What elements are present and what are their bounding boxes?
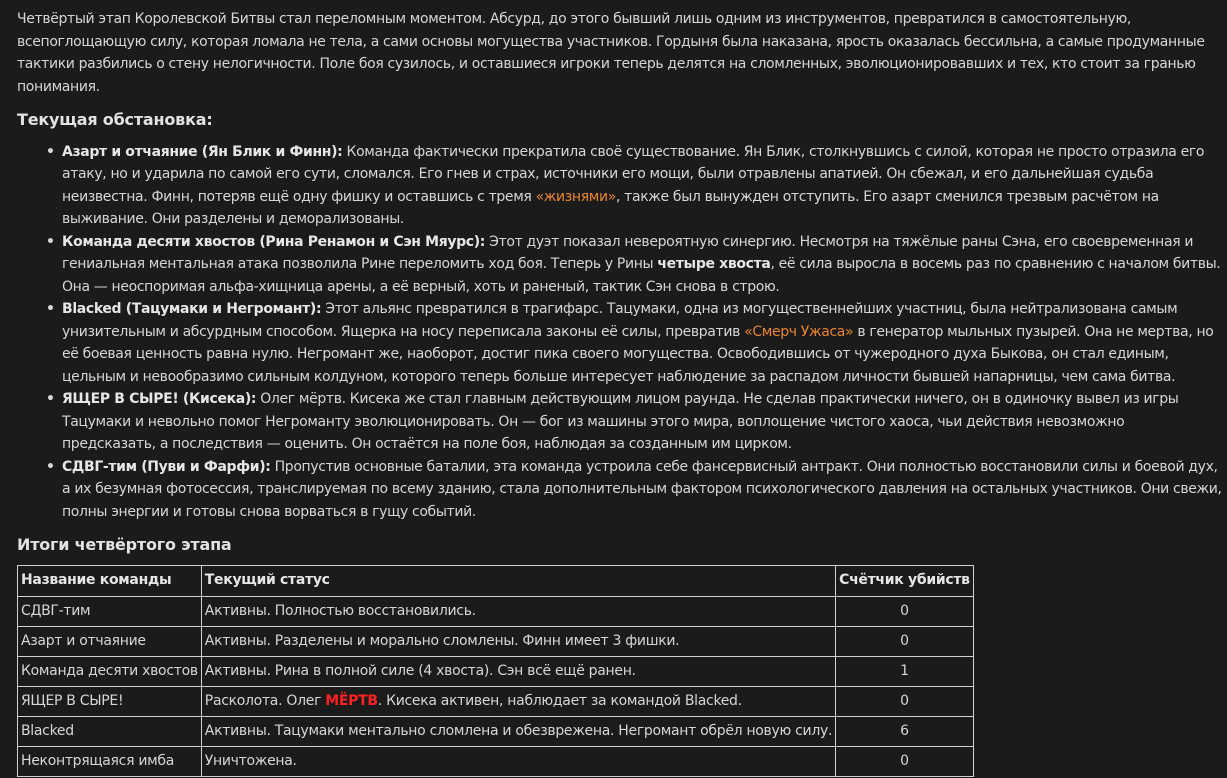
team-text: Пропустив основные баталии, эта команда устроила себе фансервисный антракт. Они полностью восстановили силы и боевой дух, а их безумная фотосессия, транслируемая по всему зданию, стала дополнительным фактором психологического давления на остальных участников. Они свежи, полны энергии и готовы снова ворваться в гущу событий. (62, 458, 1222, 520)
team-text: , также был вынужден отступить. Его азарт сменился трезвым расчётом на выживание. Они разделены и деморализованы. (62, 188, 1159, 227)
results-heading: Итоги четвёртого этапа (17, 535, 232, 554)
status-cell: Активны. Тацумаки ментально сломлена и обезврежена. Негромант обрёл новую силу. (201, 716, 835, 746)
highlight-text: «Смерч Ужаса» (744, 323, 854, 340)
team-cell: Азарт и отчаяние (18, 626, 202, 656)
highlight-text: «жизнями» (535, 188, 616, 205)
table-row (18, 626, 974, 656)
team-name: Команда десяти хвостов (Рина Ренамон и Сэн Мяурс): (62, 233, 486, 250)
bullet: • (46, 143, 55, 160)
bullet: • (46, 301, 55, 317)
results-table (17, 565, 974, 777)
kills-cell: 1 (836, 656, 974, 686)
bullet: • (46, 233, 55, 250)
team-cell: Неконтрящаяся имба (18, 746, 202, 776)
team-cell: СДВГ-тим (18, 596, 202, 626)
table-row (18, 596, 974, 626)
team-cell: Blacked (18, 716, 202, 746)
bold-text: четыре хвоста (657, 256, 771, 272)
status-heading: Текущая обстановка: (17, 110, 213, 129)
column-header-team: Название команды (18, 565, 202, 596)
column-header-status: Текущий статус (201, 565, 835, 596)
intro-paragraph: Четвёртый этап Королевской Битвы стал переломным моментом. Абсурд, до этого бывший лишь одним из инструментов, превратился в самостоятельную, всепоглощающую силу, которая ломала не тела, а сами основы могущества участников. Гордыня была наказана, ярость оказалась бессильна, а самые продуманные тактики разбились о стену нелогичности. Поле боя сузилось, и оставшиеся игроки теперь делятся на сломленных, эволюционировавших и тех, кто стоит за гранью понимания. (17, 11, 1205, 95)
team-item-lizard (46, 388, 1222, 456)
team-text: в генератор мыльных пузырей. Она не мертва, но её боевая ценность равна нулю. Негромант же, наоборот, достиг пика своего могущества. Освободившись от чужеродного духа Быкова, он стал единым, цельным и невообразимо сильным колдуном, которого теперь больше интересует наблюдение за распадом личности бывшей напарницы, чем сама битва. (62, 323, 1214, 385)
status-text: Расколота. Олег (204, 692, 326, 709)
team-text: Этот альянс превратился в трагифарс. Тацумаки, одна из могущественнейших участниц, была нейтрализована самым унизительным и абсурдным способом. Ящерка на носу переписала законы её силы, превратив (62, 301, 1178, 340)
status-cell (201, 686, 835, 716)
team-text: , её сила выросла в восемь раз по сравнению с началом битвы. Она — неоспоримая альфа-хищница арены, а её верный, хоть и раненый, тактик Сэн снова в строю. (62, 256, 1221, 295)
bullet: • (46, 458, 55, 475)
table-row (18, 686, 974, 716)
team-text: Олег мёртв. Кисека же стал главным действующим лицом раунда. Не сделав практически ничего, он в одиночку вывел из игры Тацумаки и невольно помог Негроманту эволюционировать. Он — бог из машины этого мира, воплощение чистого хаоса, чьи действия невозможно предсказать, а последствия — оценить. Он остаётся на поле боя, наблюдая за созданным им цирком. (62, 391, 1179, 452)
team-text: Этот дуэт показал невероятную синергию. Несмотря на тяжёлые раны Сэна, его своевременная и гениальная ментальная атака позволила Рине переломить ход боя. Теперь у Рины (62, 233, 1194, 272)
table-row (18, 656, 974, 686)
kills-cell: 0 (836, 626, 974, 656)
kills-cell: 6 (836, 716, 974, 746)
bullet: • (46, 391, 55, 407)
team-name: СДВГ-тим (Пуви и Фарфи): (62, 458, 271, 475)
kills-cell: 0 (836, 686, 974, 716)
team-name: Blacked (Тацумаки и Негромант): (62, 301, 322, 317)
document (17, 8, 1222, 777)
team-text: Команда фактически прекратила своё существование. Ян Блик, столкнувшись с силой, которая не просто отразила его атаку, но и ударила по самой его сути, сломался. Его гнев и страх, источники его мощи, были отравлены апатией. Он сбежал, и его дальнейшая судьба неизвестна. Финн, потеряв ещё одну фишку и оставшись с тремя (62, 143, 1205, 205)
dead-status: МЁРТВ (325, 692, 378, 709)
status-cell: Активны. Разделены и морально сломлены. Финн имеет 3 фишки. (201, 626, 835, 656)
team-item-azart (46, 141, 1222, 231)
status-text: . Кисека активен, наблюдает за командой Blacked. (377, 692, 742, 709)
kills-cell: 0 (836, 746, 974, 776)
table-row (18, 746, 974, 776)
team-name: ЯЩЕР В СЫРЕ! (Кисека): (62, 391, 257, 407)
kills-cell: 0 (836, 596, 974, 626)
team-item-blacked (46, 298, 1222, 388)
table-header-row (18, 565, 974, 596)
team-cell: ЯЩЕР В СЫРЕ! (18, 686, 202, 716)
team-list (17, 141, 1222, 524)
team-name: Азарт и отчаяние (Ян Блик и Финн): (62, 143, 343, 160)
table-row (18, 716, 974, 746)
status-cell: Активны. Рина в полной силе (4 хвоста). Сэн всё ещё ранен. (201, 656, 835, 686)
status-cell: Активны. Полностью восстановились. (201, 596, 835, 626)
column-header-kills: Счётчик убийств (836, 565, 974, 596)
team-cell: Команда десяти хвостов (18, 656, 202, 686)
status-cell: Уничтожена. (201, 746, 835, 776)
team-item-ten-tails (46, 231, 1222, 299)
team-item-adhd (46, 456, 1222, 524)
